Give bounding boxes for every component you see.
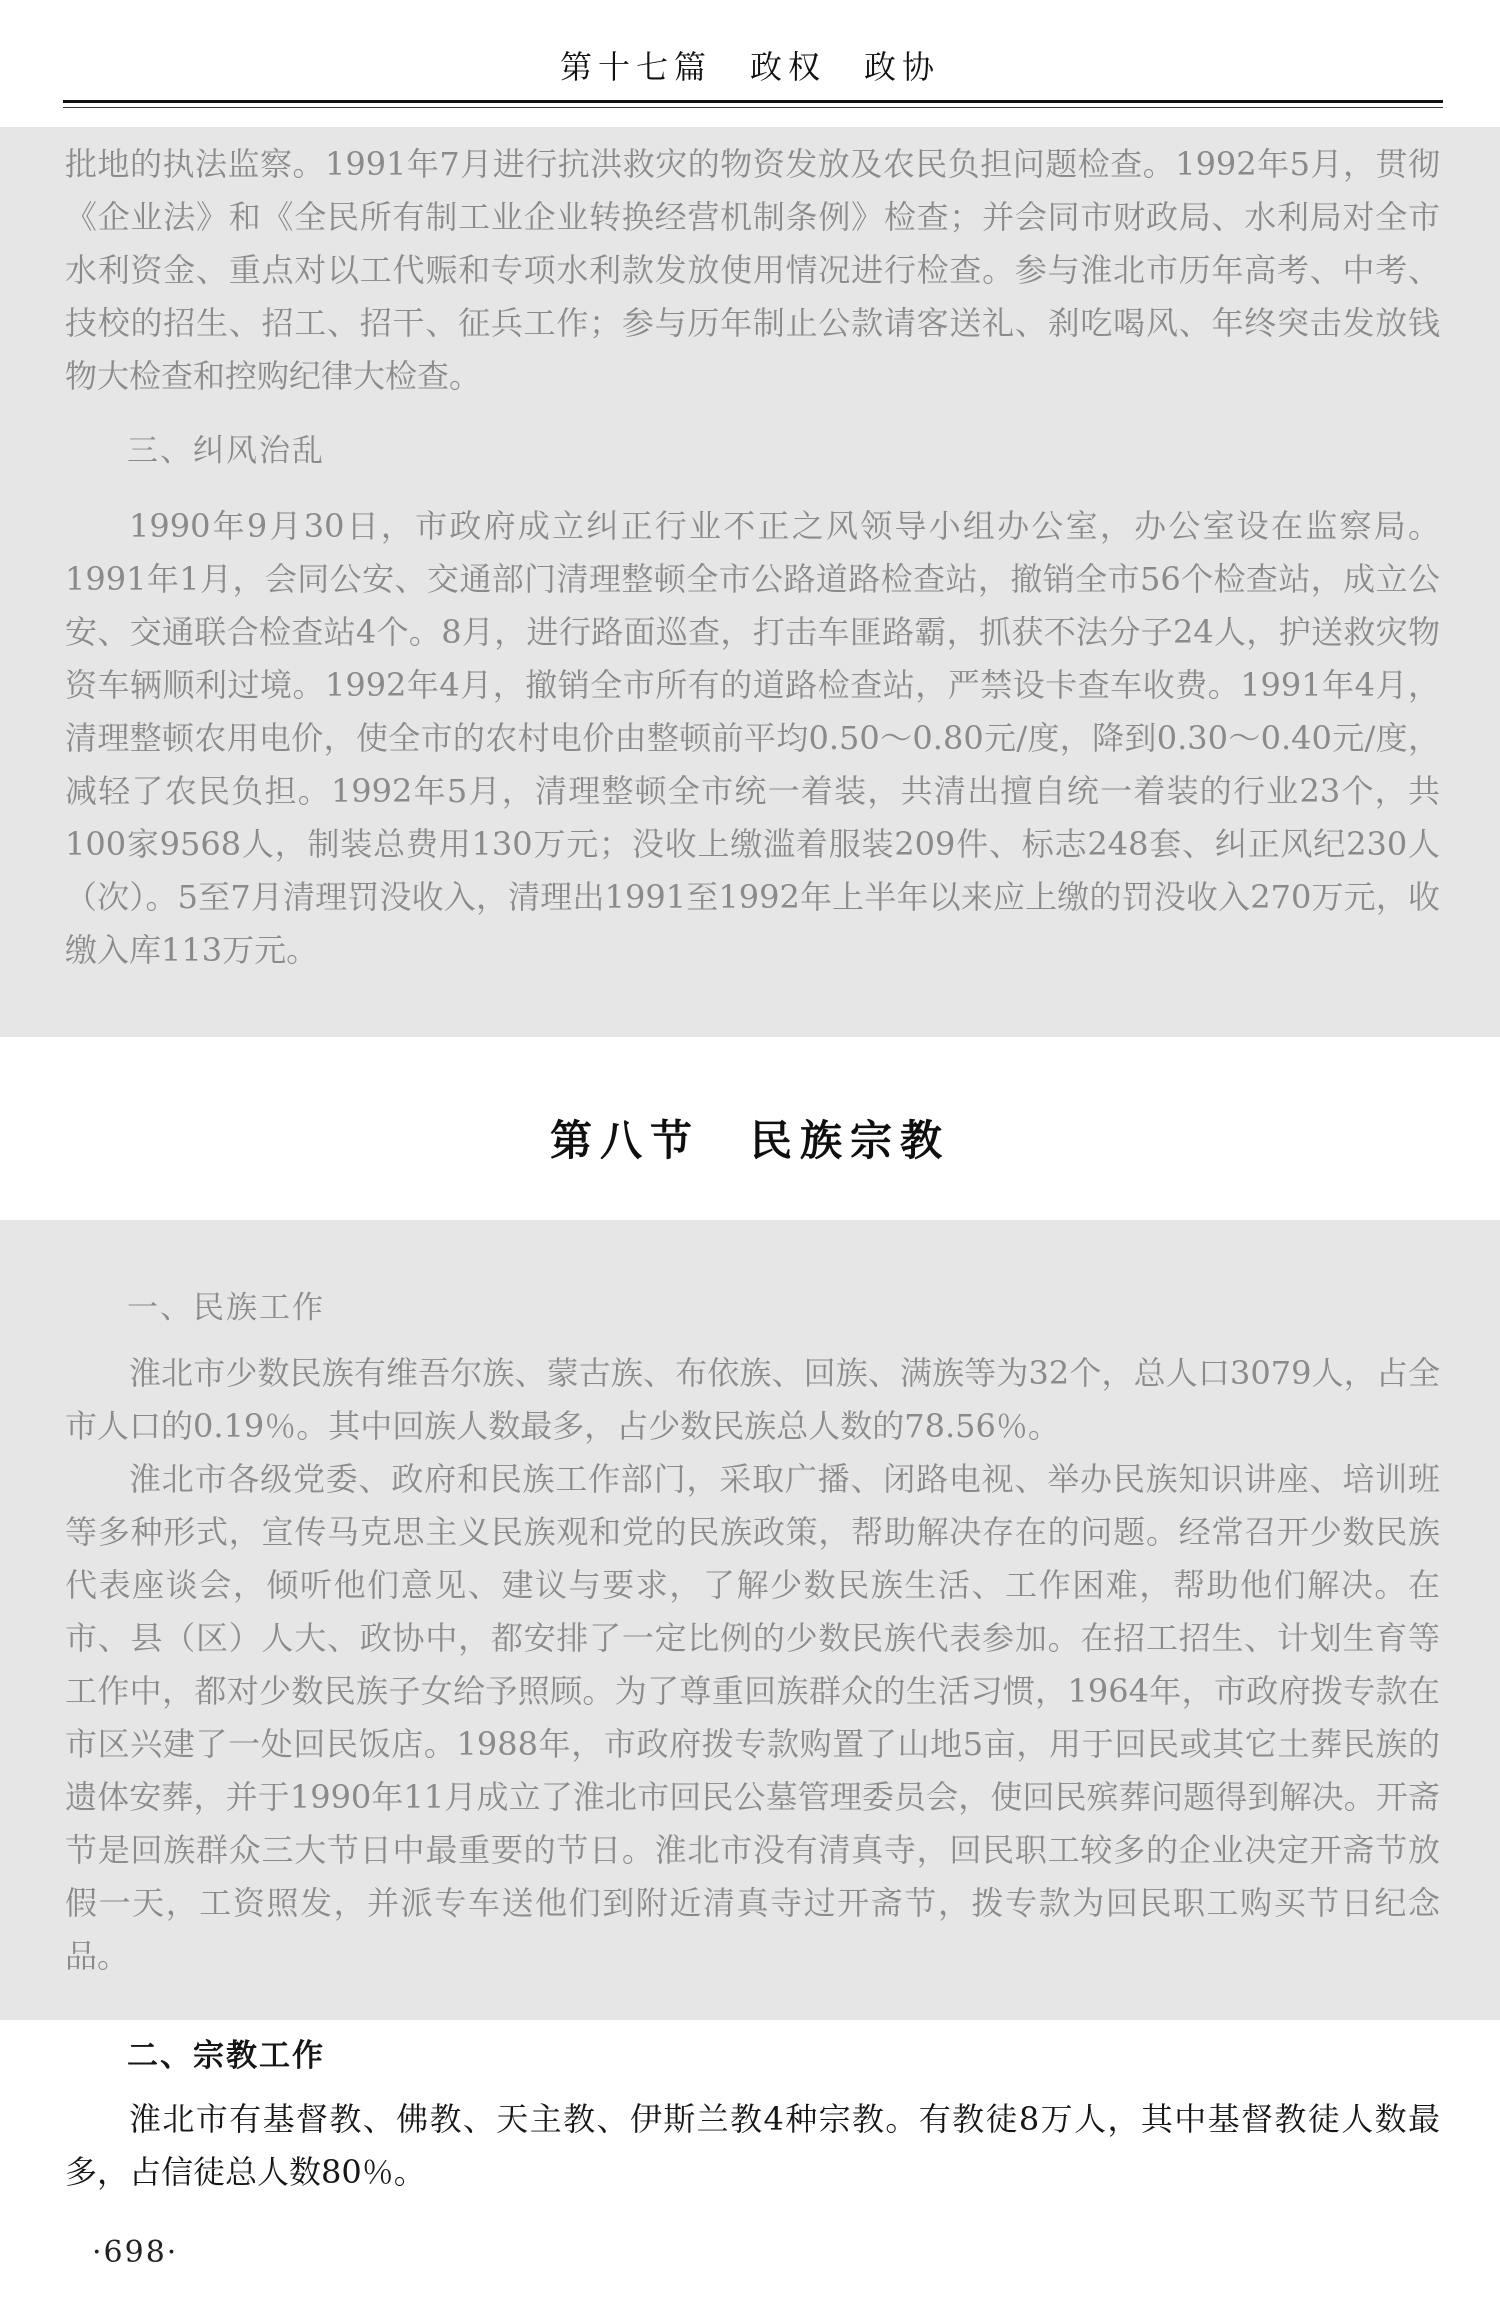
subheading-3: 三、纠风治乱 (127, 433, 325, 469)
header-rule-thin (63, 107, 1443, 108)
header-rule-thick (63, 100, 1443, 103)
subheading-1: 一、民族工作 (127, 1290, 325, 1326)
paragraph-minzu-1: 淮北市少数民族有维吾尔族、蒙古族、布依族、回族、满族等为32个，总人口3079人，占全市人口的0.19％。其中回族人数最多，占少数民族总人数的78.56％。 (65, 1354, 1440, 1445)
page-number: ·698· (92, 2235, 179, 2270)
section-title: 第八节 民族宗教 (549, 1116, 950, 1165)
paragraph-minzu-2: 淮北市各级党委、政府和民族工作部门，采取广播、闭路电视、举办民族知识讲座、培训班等多种形式，宣传马克思主义民族观和党的民族政策，帮助解决存在的问题。经常召开少数民族代表座谈会，倾听他们意见、建议与要求，了解少数民族生活、工作困难，帮助他们解决。在市、县（区）人大、政协中，都安排了一定比例的少数民族代表参加。在招工招生、计划生育等工作中，都对少数民族子女给予照顾。为了尊重回族群众的生活习惯，1964年，市政府拨专款在市区兴建了一处回民饭店。1988年，市政府拨专款购置了山地5亩，用于回民或其它土葬民族的遗体安葬，并于1990年11月成立了淮北市回民公墓管理委员会，使回民殡葬问题得到解决。开斋节是回族群众三大节日中最重要的节日。淮北市没有清真寺，回民职工较多的企业决定开斋节放假一天，工资照发，并派专车送他们到附近清真寺过开斋节，拨专款为回民职工购买节日纪念品。 (65, 1460, 1440, 1975)
page-header (0, 0, 1500, 125)
running-head: 第十七篇 政权 政协 (559, 48, 940, 86)
text-block-3 (65, 2030, 1440, 2199)
subheading-2: 二、宗教工作 (127, 2038, 325, 2074)
text-block-2 (65, 1282, 1440, 1983)
paragraph-continued: 批地的执法监察。1991年7月进行抗洪救灾的物资发放及农民负担问题检查。1992年5月，贯彻《企业法》和《全民所有制工业企业转换经营机制条例》检查；并会同市财政局、水利局对全市水利资金、重点对以工代赈和专项水利款发放使用情况进行检查。参与淮北市历年高考、中考、技校的招生、招工、招干、征兵工作；参与历年制止公款请客送礼、刹吃喝风、年终突击发放钱物大检查和控购纪律大检查。 (65, 145, 1440, 395)
paragraph-jiufeng: 1990年9月30日，市政府成立纠正行业不正之风领导小组办公室，办公室设在监察局。1991年1月，会同公安、交通部门清理整顿全市公路道路检查站，撤销全市56个检查站，成立公安、交通联合检查站4个。8月，进行路面巡查，打击车匪路霸，抓获不法分子24人，护送救灾物资车辆顺利过境。1992年4月，撤销全市所有的道路检查站，严禁设卡查车收费。1991年4月，清理整顿农用电价，使全市的农村电价由整顿前平均0.50～0.80元/度，降到0.30～0.40元/度，减轻了农民负担。1992年5月，清理整顿全市统一着装，共清出擅自统一着装的行业23个，共100家9568人，制装总费用130万元；没收上缴滥着服装209件、标志248套、纠正风纪230人（次）。5至7月清理罚没收入，清理出1991至1992年上半年以来应上缴的罚没收入270万元，收缴入库113万元。 (65, 507, 1440, 969)
text-block-1 (65, 138, 1440, 977)
paragraph-zongjiao: 淮北市有基督教、佛教、天主教、伊斯兰教4种宗教。有教徒8万人，其中基督教徒人数最多，占信徒总人数80％。 (65, 2100, 1440, 2191)
